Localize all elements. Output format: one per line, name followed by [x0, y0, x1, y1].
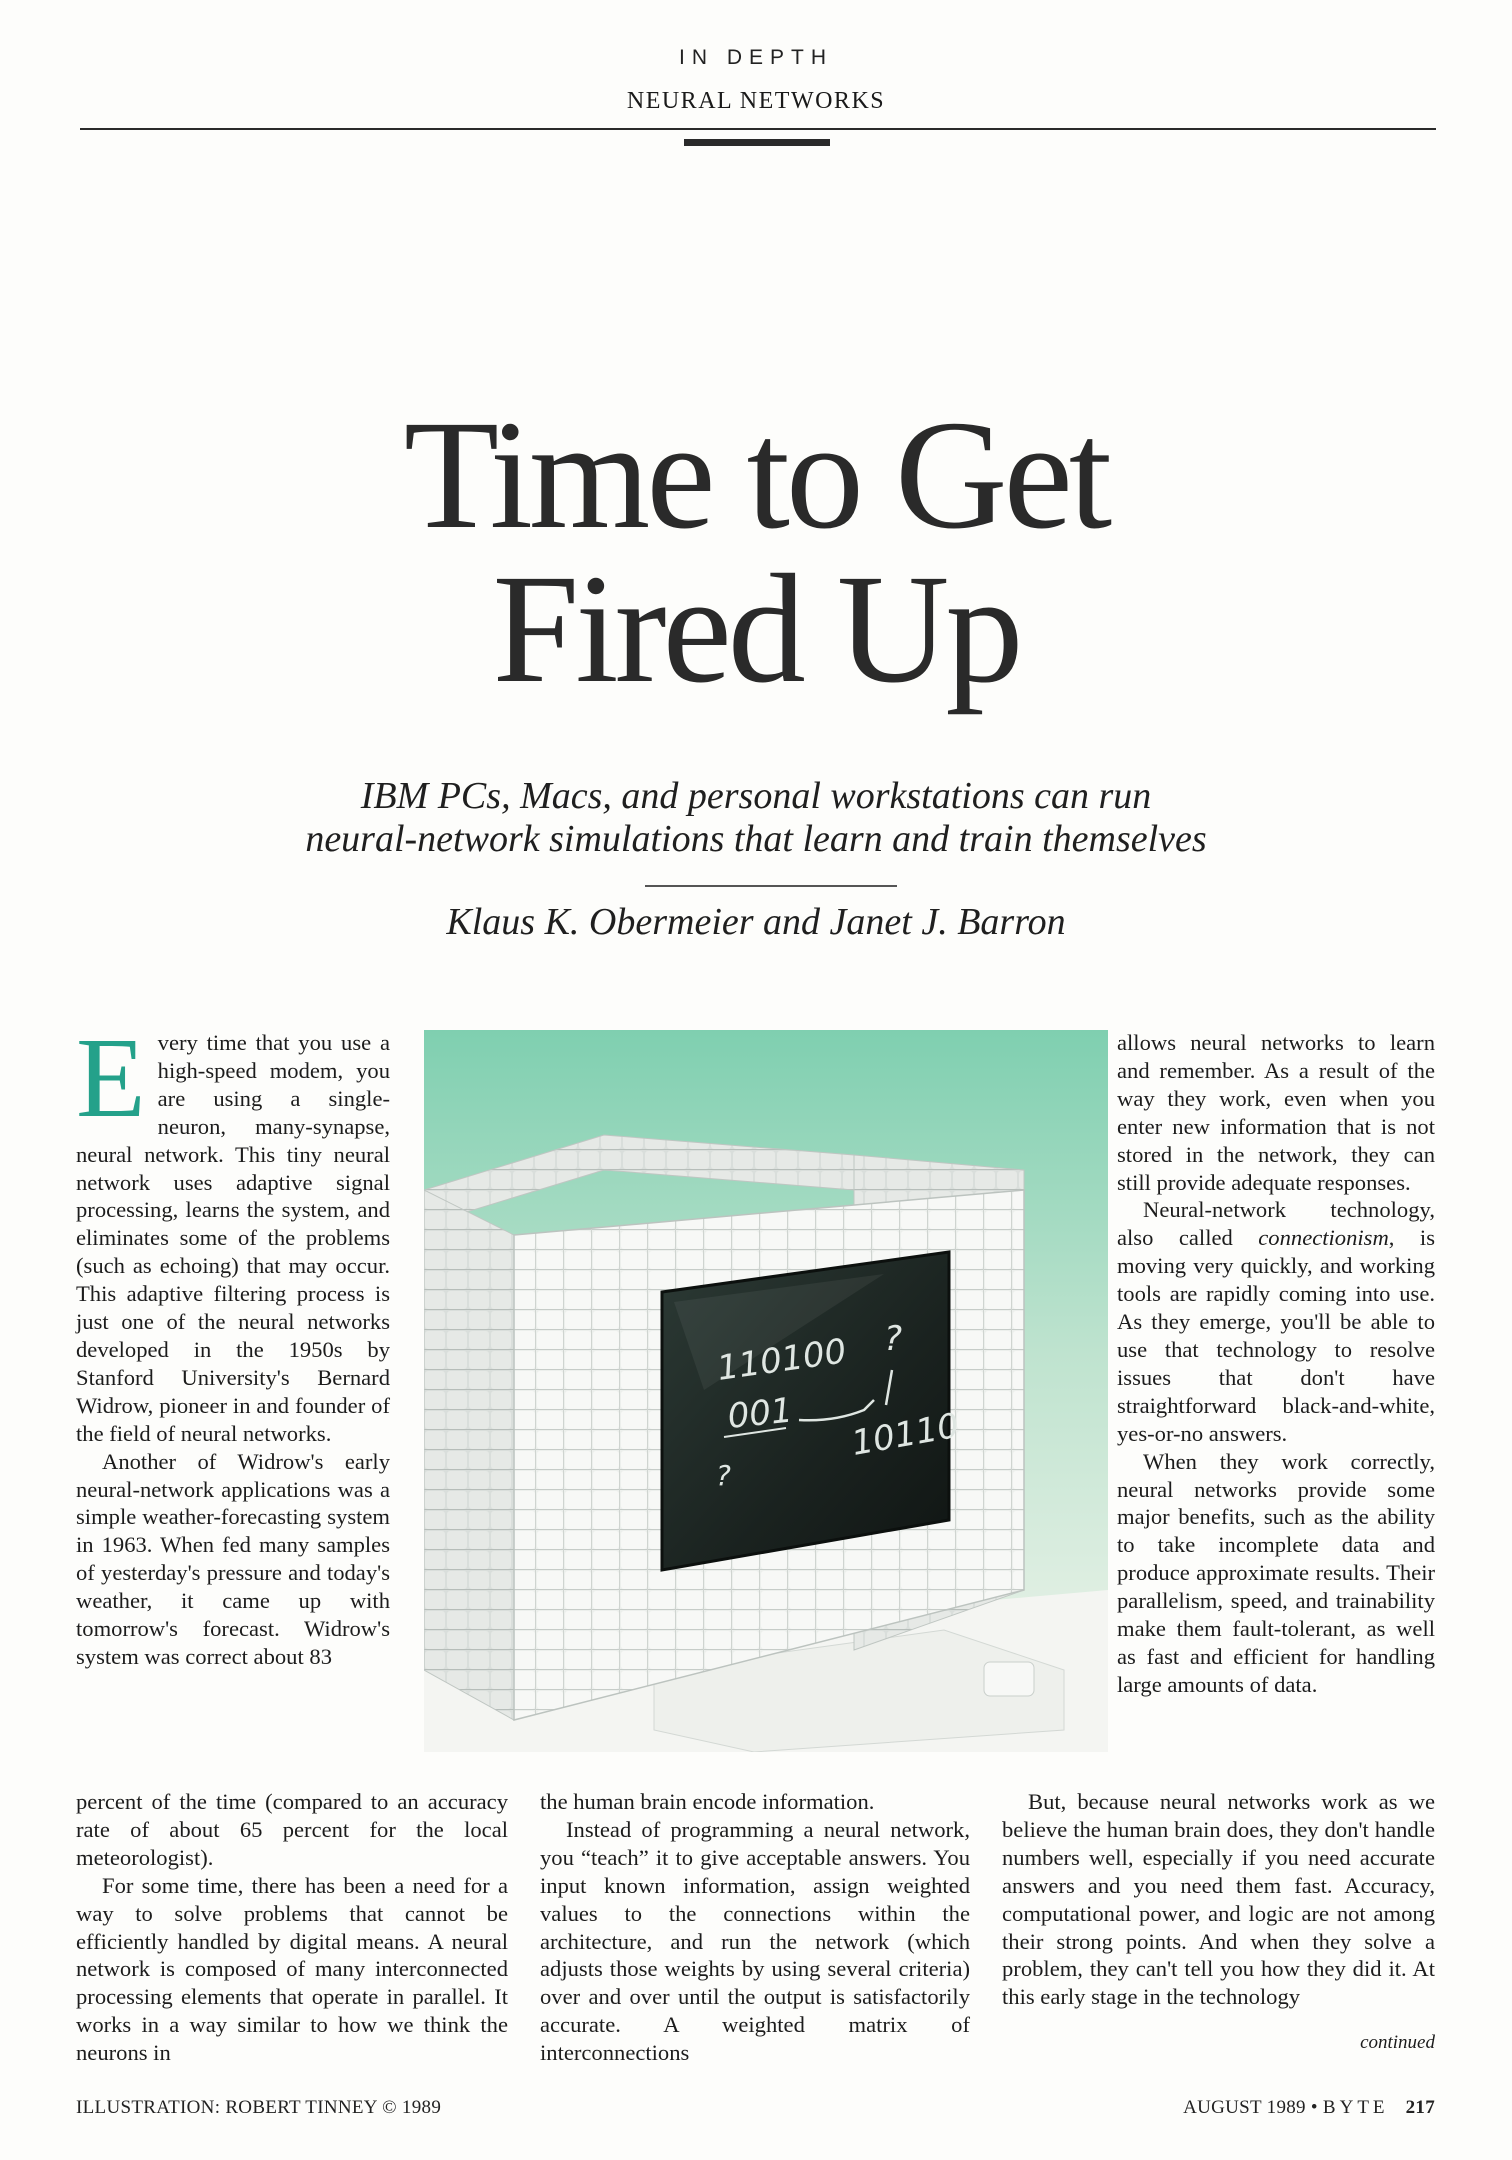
connectionism-text-b: , is moving very quickly, and working tools are rapidly coming into use. As they emerge, you'll be able to use that technology to resolve issues that don't have straightforward black-and-white, yes-or-no answers. — [1117, 1225, 1435, 1446]
continued-label: continued — [1360, 2032, 1435, 2053]
connectionism-term: connectionism — [1258, 1225, 1389, 1251]
section-topic: NEURAL NETWORKS — [626, 88, 886, 114]
article-title — [0, 388, 1512, 715]
column-right-bottom — [1002, 1788, 1435, 2011]
paragraph-learn-remember: allows neural networks to learn and remember. As a result of the way they work, even when you enter new information that is not stored in the network, they can still provide adequate responses. — [1117, 1030, 1435, 1195]
column-right-top — [1117, 1029, 1435, 1699]
drop-cap: E — [76, 1014, 146, 1141]
paragraph-need: For some time, there has been a need for a way to solve problems that cannot be efficiently handled by digital means. A neural network is composed of many interconnected processing elements that operate in parallel. It works in a way similar to how we think the neurons in — [76, 1872, 508, 2066]
illustration-svg — [424, 1030, 1108, 1752]
issue-bullet: • — [1310, 2097, 1318, 2118]
paragraph-limitations: But, because neural networks work as we believe the human brain does, they don't handle numbers well, especially if you need accurate answers and you need them fast. Accuracy, computational power, and logic are not among their strong points. And when they solve a problem, they can't tell you how they did it. At this early stage in the technology — [1002, 1789, 1435, 2010]
connectionism-text-a: Neural-network technology, also called — [1117, 1197, 1435, 1251]
column-left-top — [76, 1014, 390, 1671]
screen-digits-2: 001 — [725, 1390, 795, 1437]
screen-digits-1: 110100 — [714, 1331, 849, 1389]
illustration-credit: ILLUSTRATION: ROBERT TINNEY © 1989 — [76, 2097, 442, 2118]
column-left-bottom — [76, 1788, 508, 2067]
paragraph-brain-encode: the human brain encode information. — [540, 1789, 875, 1814]
column-middle — [540, 1788, 970, 2067]
paragraph-teach: Instead of programming a neural network, you “teach” it to give acceptable answers. You input known information, assign weighted values to the connections within the architecture, and run the network (which adjusts those weights by using several criteria) over and over until the output is satisfactorily accurate. A weighted matrix of interconnections — [540, 1816, 970, 2066]
paragraph-accuracy: percent of the time (compared to an accuracy rate of about 65 percent for the local meteorologist). — [76, 1789, 508, 1870]
intro-text: very time that you use a high-speed modem, you are using a single-neuron, many-synapse, neural network. This tiny neural network uses adaptive signal processing, learns the system, and eliminates some of the problems (such as echoing) that may occur. This adaptive filtering process is just one of the neural networks developed in the 1950s by Stanford University's Bernard Widrow, pioneer in and founder of the field of neural networks. — [76, 1030, 390, 1446]
screen-question-1: ? — [884, 1319, 903, 1359]
paragraph-widrow: Another of Widrow's early neural-network applications was a simple weather-forecasting system in 1963. When fed many samples of yesterday's pressure and today's weather, it came up with tomorrow's forecast. Widrow's system was correct about 83 — [76, 1448, 390, 1669]
deck-line-1: IBM PCs, Macs, and personal workstations can run — [360, 775, 1152, 817]
paragraph-connectionism — [1117, 1196, 1435, 1447]
header-rule — [80, 128, 1436, 130]
deck-line-2: neural-network simulations that learn and train themselves — [305, 818, 1207, 860]
issue-date: AUGUST 1989 — [1183, 2097, 1306, 2118]
paragraph-benefits: When they work correctly, neural networks provide some major benefits, such as the ability to take incomplete data and produce approximate results. Their parallelism, speed, and trainability make them fault-tolerant, as well as fast and efficient for handling large amounts of data. — [1117, 1448, 1435, 1697]
section-label: IN DEPTH — [678, 46, 833, 69]
page-number: 217 — [1405, 2097, 1435, 2118]
screen-question-2: ? — [716, 1459, 731, 1492]
article-deck — [0, 775, 1512, 861]
magazine-name: BYTE — [1322, 2097, 1389, 2118]
illustration-brick-computer — [424, 1030, 1108, 1752]
article-authors: Klaus K. Obermeier and Janet J. Barron — [446, 901, 1066, 943]
title-line-1: Time to Get — [403, 388, 1109, 561]
issue-info — [1183, 2097, 1435, 2119]
title-line-2: Fired Up — [492, 542, 1020, 715]
paragraph-intro — [76, 1014, 390, 1448]
screen-digits-3: 10110 — [848, 1405, 963, 1464]
deck-rule — [645, 885, 897, 887]
header-tab-bar — [684, 139, 830, 146]
